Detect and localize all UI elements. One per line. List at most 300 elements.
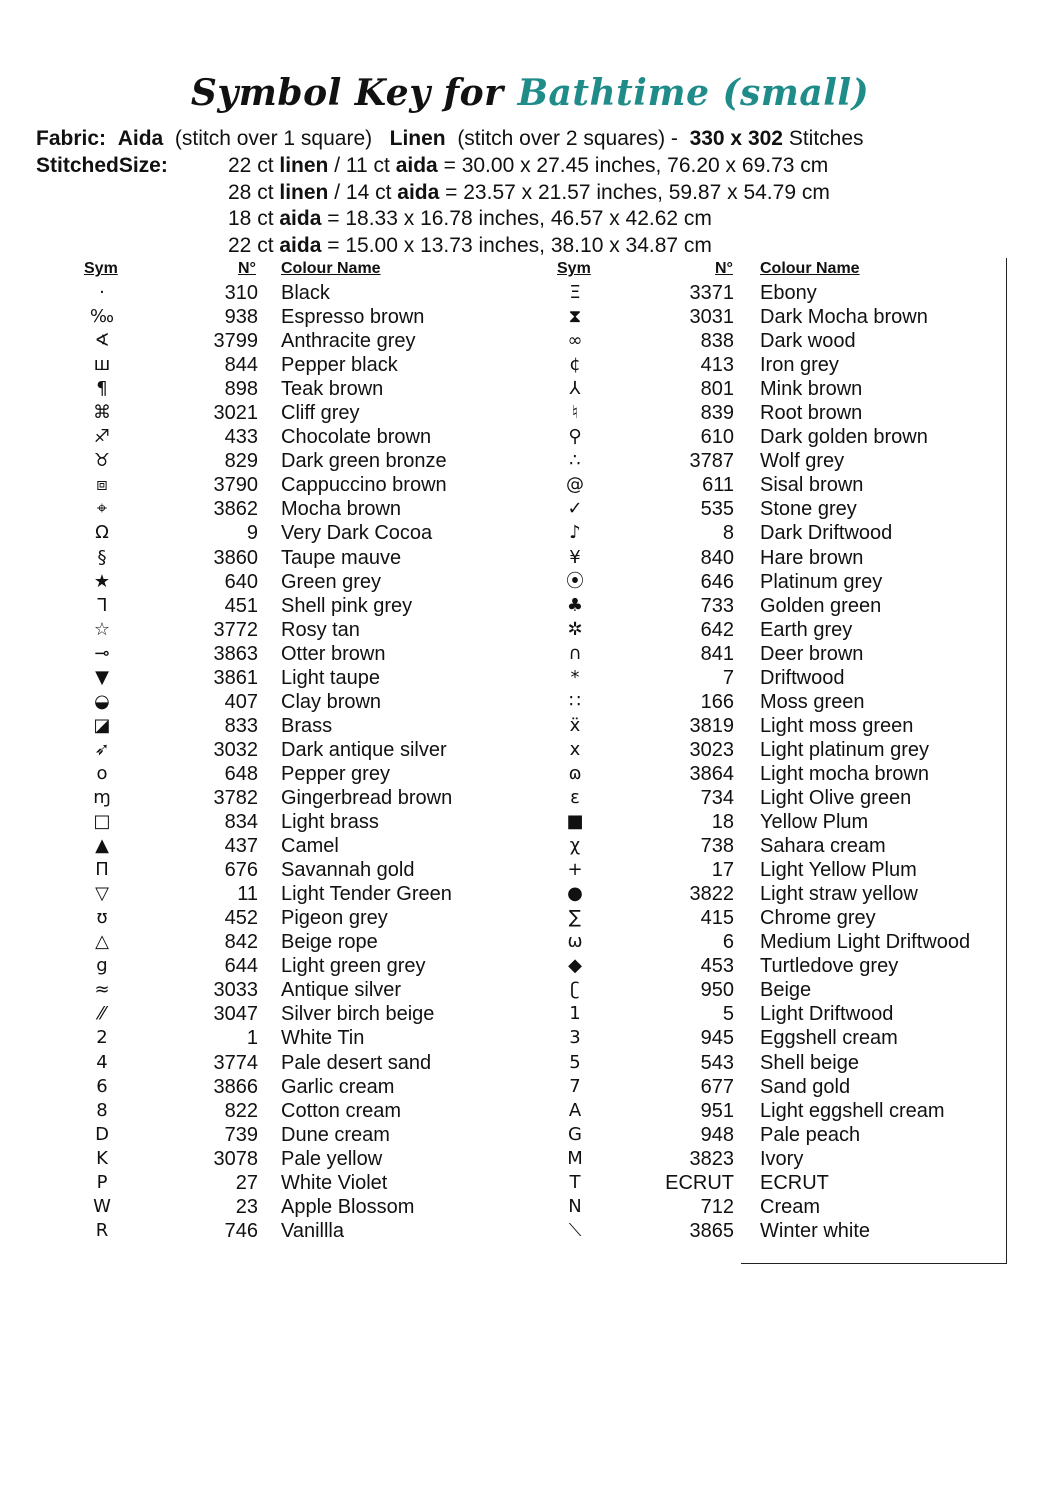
thread-number: 3078	[213, 1147, 258, 1170]
symbol-glyph: ¥	[569, 546, 581, 568]
symbol-glyph: ω	[567, 931, 583, 953]
colour-name: Ivory	[760, 1147, 804, 1170]
colour-row	[0, 642, 1000, 666]
thread-number: 407	[224, 690, 258, 713]
stitched-size-label: StitchedSize:	[36, 154, 168, 177]
thread-number: 3782	[213, 786, 258, 809]
symbol-glyph: 7	[569, 1075, 581, 1097]
thread-number: 3864	[689, 762, 734, 785]
thread-number: 822	[224, 1099, 258, 1122]
symbol-glyph: D	[95, 1123, 109, 1145]
thread-number: 840	[700, 546, 734, 569]
colour-name: Rosy tan	[281, 618, 360, 641]
stitched-size-line	[228, 233, 712, 259]
size-count: 22 ct	[228, 234, 274, 257]
size-fabric: linen	[279, 181, 329, 204]
colour-name: Light Olive green	[760, 786, 912, 809]
symbol-glyph: ⟍	[568, 1219, 582, 1241]
colour-name: Light moss green	[760, 714, 914, 737]
colour-name: Light green grey	[281, 955, 426, 978]
symbol-glyph: ⦿	[566, 570, 584, 592]
symbol-glyph: ◪	[93, 714, 111, 736]
right-border-line	[1006, 258, 1007, 1264]
stitched-size-line	[228, 180, 830, 206]
thread-number: 642	[700, 618, 734, 641]
thread-number: 950	[700, 979, 734, 1002]
size-result: = 15.00 x 13.73 inches, 38.10 x 34.87 cm	[327, 234, 712, 257]
thread-number: 3772	[213, 618, 258, 641]
colour-name: Very Dark Cocoa	[281, 522, 433, 545]
colour-name: Yellow Plum	[760, 811, 869, 834]
thread-number: 310	[224, 282, 258, 304]
symbol-glyph: χ	[569, 835, 581, 857]
thread-number: 801	[700, 378, 734, 401]
fabric-aida: Aida	[117, 127, 164, 150]
size-count: 28 ct	[228, 181, 274, 204]
colour-row	[0, 690, 1000, 714]
thread-number: 938	[224, 306, 258, 329]
colour-name: Light brass	[281, 811, 379, 834]
thread-number: 451	[224, 594, 258, 617]
colour-name: Light Yellow Plum	[760, 859, 917, 882]
colour-name: Pale desert sand	[281, 1051, 432, 1074]
colour-name: Teak brown	[281, 378, 384, 401]
symbol-glyph: ⊸	[94, 642, 110, 664]
colour-row	[0, 930, 1000, 954]
symbol-glyph: 6	[96, 1075, 108, 1097]
stitch-dimensions: 330 x 302	[689, 127, 783, 150]
thread-number: 437	[224, 835, 258, 858]
colour-name: Stone grey	[760, 498, 857, 521]
colour-row	[0, 618, 1000, 642]
colour-name: Silver birch beige	[281, 1003, 435, 1026]
colour-row	[0, 425, 1000, 449]
colour-name: Dark green bronze	[281, 450, 447, 473]
thread-number: 646	[700, 570, 734, 593]
colour-name: Dark Driftwood	[760, 522, 893, 545]
size-count-alt: / 14 ct	[334, 181, 392, 204]
colour-name: Black	[281, 282, 330, 304]
symbol-glyph: ⧈	[96, 474, 108, 496]
thread-number: 27	[235, 1171, 258, 1194]
symbol-glyph: ⁄⁄	[98, 1003, 105, 1025]
symbol-glyph: ●	[567, 883, 583, 905]
title-pattern-name: Bathtime (small)	[517, 72, 870, 114]
thread-number: 842	[224, 931, 258, 954]
symbol-glyph: o	[96, 762, 108, 784]
thread-number: 3823	[689, 1147, 734, 1170]
thread-number: 3865	[689, 1219, 734, 1242]
symbol-glyph: ♮	[571, 402, 579, 424]
thread-number: 712	[700, 1195, 734, 1218]
colour-name: Driftwood	[760, 666, 845, 689]
symbol-glyph: △	[95, 931, 109, 953]
thread-number: 453	[700, 955, 734, 978]
symbol-glyph: ⌖	[96, 498, 108, 520]
thread-number: 3822	[689, 883, 734, 906]
colour-row	[0, 329, 1000, 353]
thread-number: 6	[722, 931, 734, 954]
thread-number: 829	[224, 450, 258, 473]
thread-number: 3032	[213, 738, 258, 761]
symbol-glyph: ▽	[95, 883, 109, 905]
symbol-glyph: ⌘	[93, 402, 111, 424]
symbol-glyph: ▼	[95, 666, 109, 688]
colour-name: Light eggshell cream	[760, 1099, 945, 1122]
thread-number: 23	[235, 1195, 258, 1218]
colour-name: Ebony	[760, 282, 817, 304]
symbol-glyph: R	[95, 1219, 109, 1241]
colour-name: ECRUT	[760, 1171, 829, 1194]
fabric-aida-note: (stitch over 1 square)	[174, 127, 373, 150]
symbol-glyph: 8	[96, 1099, 108, 1121]
symbol-glyph: ‰	[89, 306, 115, 328]
colour-row	[0, 834, 1000, 858]
symbol-glyph: A	[568, 1099, 582, 1121]
colour-name: Beige	[760, 979, 812, 1002]
size-result: = 23.57 x 21.57 inches, 59.87 x 54.79 cm	[445, 181, 830, 204]
size-fabric-alt: aida	[397, 181, 440, 204]
colour-row	[0, 353, 1000, 377]
symbol-glyph: P	[96, 1171, 108, 1193]
colour-name: Camel	[281, 835, 339, 858]
colour-row	[0, 497, 1000, 521]
colour-name: Shell beige	[760, 1051, 859, 1074]
thread-number: 7	[722, 666, 734, 689]
thread-number: 948	[700, 1123, 734, 1146]
colour-name: Deer brown	[760, 642, 864, 665]
header-name-left: Colour Name	[281, 260, 381, 277]
size-count-alt: / 11 ct	[334, 154, 390, 177]
symbol-glyph: ɛ	[570, 786, 580, 808]
stitched-size-label-line	[36, 153, 168, 179]
symbol-glyph: ¶	[96, 378, 108, 400]
thread-number: 610	[700, 426, 734, 449]
colour-name: Medium Light Driftwood	[760, 931, 971, 954]
colour-name: Beige rope	[281, 931, 378, 954]
size-fabric: linen	[279, 154, 329, 177]
colour-row	[0, 906, 1000, 930]
thread-number: 3819	[689, 714, 734, 737]
colour-name: Sand gold	[760, 1075, 851, 1098]
symbol-glyph: ♉	[93, 450, 111, 472]
colour-name: Apple Blossom	[281, 1195, 415, 1218]
colour-row	[0, 1075, 1000, 1099]
size-fabric: aida	[279, 207, 322, 230]
symbol-glyph: ¢	[569, 354, 581, 376]
colour-name: Clay brown	[281, 690, 382, 713]
thread-number: 746	[224, 1219, 258, 1242]
colour-name: Eggshell cream	[760, 1027, 898, 1050]
thread-number: 9	[246, 522, 258, 545]
colour-row	[0, 1099, 1000, 1123]
thread-number: 3861	[213, 666, 258, 689]
fabric-line	[36, 126, 864, 152]
symbol-glyph: ♪	[569, 522, 581, 544]
stitches-word: Stitches	[788, 127, 864, 150]
colour-row	[0, 281, 1000, 305]
thread-number: 3047	[213, 1003, 258, 1026]
colour-row	[0, 858, 1000, 882]
colour-name: Anthracite grey	[281, 330, 416, 353]
thread-number: 844	[224, 354, 258, 377]
symbol-glyph: ☆	[93, 618, 111, 640]
colour-name: Pale peach	[760, 1123, 861, 1146]
symbol-glyph: ∞	[567, 330, 583, 352]
thread-number: 640	[224, 570, 258, 593]
thread-number: 733	[700, 594, 734, 617]
header-name-right: Colour Name	[760, 260, 860, 277]
colour-name: Hare brown	[760, 546, 864, 569]
symbol-glyph: ➶	[94, 738, 110, 760]
colour-name: Light straw yellow	[760, 883, 918, 906]
symbol-glyph: K	[96, 1147, 108, 1169]
page-title	[0, 72, 1060, 114]
colour-name: Cliff grey	[281, 402, 360, 425]
thread-number: 3033	[213, 979, 258, 1002]
colour-name: Espresso brown	[281, 306, 425, 329]
symbol-glyph: ★	[93, 570, 111, 592]
colour-row	[0, 1147, 1000, 1171]
symbol-glyph: @	[566, 474, 584, 496]
colour-row	[0, 305, 1000, 329]
symbol-glyph: x	[569, 738, 581, 760]
thread-number: 3866	[213, 1075, 258, 1098]
symbol-glyph: ▲	[95, 835, 109, 857]
thread-number: 8	[722, 522, 734, 545]
symbol-glyph: *	[570, 666, 580, 688]
symbol-glyph: ∩	[568, 642, 582, 664]
symbol-glyph: ʗ	[570, 979, 580, 1001]
symbol-glyph: ∑	[568, 907, 582, 929]
symbol-glyph: ⅄	[569, 378, 581, 400]
symbol-glyph: ◆	[568, 955, 582, 977]
thread-number: 841	[700, 642, 734, 665]
colour-name: Light taupe	[281, 666, 380, 689]
thread-number: 413	[700, 354, 734, 377]
thread-number: 452	[224, 907, 258, 930]
colour-name: Cappuccino brown	[281, 474, 447, 497]
symbol-glyph: ẍ	[569, 714, 581, 736]
colour-row	[0, 954, 1000, 978]
colour-name: White Violet	[281, 1171, 388, 1194]
colour-name: Pigeon grey	[281, 907, 388, 930]
symbol-glyph: ·	[99, 282, 105, 303]
colour-row	[0, 666, 1000, 690]
thread-number: 17	[711, 859, 734, 882]
symbol-glyph: ✲	[567, 618, 583, 640]
symbol-glyph: ᒣ	[96, 594, 108, 616]
thread-number: 838	[700, 330, 734, 353]
thread-number: 3863	[213, 642, 258, 665]
colour-row	[0, 1123, 1000, 1147]
colour-name: Sahara cream	[760, 835, 886, 858]
colour-name: Taupe mauve	[281, 546, 402, 569]
colour-name: Dark wood	[760, 330, 856, 353]
colour-row	[0, 521, 1000, 545]
symbol-glyph: ♐	[93, 426, 111, 448]
stitched-size-line	[228, 153, 828, 179]
symbol-glyph: 4	[96, 1051, 108, 1073]
colour-name: Cotton cream	[281, 1099, 402, 1122]
size-fabric: aida	[279, 234, 322, 257]
colour-row	[0, 570, 1000, 594]
colour-name: Mink brown	[760, 378, 863, 401]
thread-number: 833	[224, 714, 258, 737]
colour-name: Green grey	[281, 570, 382, 593]
colour-name: Cream	[760, 1195, 821, 1218]
thread-number: 945	[700, 1027, 734, 1050]
colour-name: Garlic cream	[281, 1075, 395, 1098]
symbol-glyph: Ω	[95, 522, 109, 544]
colour-name: Golden green	[760, 594, 882, 617]
thread-number: 3790	[213, 474, 258, 497]
colour-row	[0, 546, 1000, 570]
thread-number: 739	[224, 1123, 258, 1146]
thread-number: 3023	[689, 738, 734, 761]
symbol-glyph: Π	[95, 859, 109, 881]
colour-name: Winter white	[760, 1219, 871, 1242]
colour-name: Brass	[281, 714, 333, 737]
thread-number: 535	[700, 498, 734, 521]
colour-name: White Tin	[281, 1027, 365, 1050]
colour-name: Earth grey	[760, 618, 853, 641]
colour-name: Pepper black	[281, 354, 398, 377]
symbol-glyph: 2	[96, 1027, 108, 1049]
symbol-glyph: T	[569, 1171, 581, 1193]
symbol-glyph: ≈	[94, 979, 110, 1001]
colour-name: Light Driftwood	[760, 1003, 894, 1026]
thread-number: 3774	[213, 1051, 258, 1074]
colour-row	[0, 882, 1000, 906]
thread-number: 834	[224, 811, 258, 834]
symbol-glyph: ◒	[94, 690, 110, 712]
symbol-glyph: G	[568, 1123, 582, 1145]
colour-row	[0, 473, 1000, 497]
symbol-glyph: 5	[569, 1051, 581, 1073]
colour-name: Antique silver	[281, 979, 402, 1002]
symbol-glyph: □	[93, 811, 111, 833]
colour-name: Vanillla	[281, 1219, 344, 1242]
thread-number: 3371	[689, 282, 734, 304]
thread-number: 644	[224, 955, 258, 978]
colour-row	[0, 714, 1000, 738]
symbol-glyph: ∴	[569, 450, 581, 472]
colour-name: Gingerbread brown	[281, 786, 453, 809]
header-sym-right: Sym	[557, 260, 591, 277]
colour-name: Dune cream	[281, 1123, 390, 1146]
colour-name: Shell pink grey	[281, 594, 413, 617]
thread-number: 3799	[213, 330, 258, 353]
colour-name: Light mocha brown	[760, 762, 929, 785]
bottom-border-line	[741, 1263, 1007, 1264]
colour-name: Dark golden brown	[760, 426, 928, 449]
colour-name: Dark Mocha brown	[760, 306, 928, 329]
symbol-glyph: ʊ	[96, 907, 108, 929]
symbol-glyph: ɱ	[93, 786, 111, 808]
thread-number: 3787	[689, 450, 734, 473]
colour-name: Light platinum grey	[760, 738, 929, 761]
thread-number: 5	[722, 1003, 734, 1026]
symbol-glyph: ɷ	[568, 762, 582, 784]
colour-row	[0, 594, 1000, 618]
colour-name: Chrome grey	[760, 907, 876, 930]
thread-number: 676	[224, 859, 258, 882]
colour-row	[0, 978, 1000, 1002]
symbol-glyph: +	[567, 859, 583, 881]
symbol-glyph: g	[96, 955, 108, 977]
thread-number: 898	[224, 378, 258, 401]
header-sym-left: Sym	[84, 260, 118, 277]
symbol-glyph: ш	[93, 354, 111, 376]
size-count: 22 ct	[228, 154, 274, 177]
colour-row	[0, 810, 1000, 834]
symbol-glyph: ∷	[569, 690, 581, 712]
colour-row	[0, 1002, 1000, 1026]
colour-name: Wolf grey	[760, 450, 845, 473]
fabric-linen: Linen	[389, 127, 446, 150]
thread-number: 166	[700, 690, 734, 713]
colour-name: Platinum grey	[760, 570, 883, 593]
right-colour-list	[0, 281, 1000, 1243]
title-prefix: Symbol Key for	[190, 72, 504, 114]
colour-name: Chocolate brown	[281, 426, 432, 449]
thread-number: 433	[224, 426, 258, 449]
colour-row	[0, 449, 1000, 473]
size-fabric-alt: aida	[395, 154, 438, 177]
thread-number: 3862	[213, 498, 258, 521]
colour-name: Moss green	[760, 690, 865, 713]
colour-name: Pale yellow	[281, 1147, 383, 1170]
thread-number: 611	[702, 474, 734, 497]
size-result: = 18.33 x 16.78 inches, 46.57 x 42.62 cm	[327, 207, 712, 230]
thread-number: 3860	[213, 546, 258, 569]
colour-row	[0, 1195, 1000, 1219]
thread-number: 734	[700, 786, 734, 809]
thread-number: 11	[237, 883, 258, 906]
thread-number: 839	[700, 402, 734, 425]
colour-name: Light Tender Green	[281, 883, 452, 906]
size-result: = 30.00 x 27.45 inches, 76.20 x 69.73 cm	[443, 154, 829, 177]
colour-name: Iron grey	[760, 354, 839, 377]
colour-row	[0, 1051, 1000, 1075]
thread-number: 3031	[689, 306, 734, 329]
symbol-glyph: ⚲	[568, 426, 582, 448]
colour-row	[0, 786, 1000, 810]
colour-row	[0, 738, 1000, 762]
thread-number: ECRUT	[665, 1171, 734, 1194]
thread-number: 738	[700, 835, 734, 858]
thread-number: 648	[224, 762, 258, 785]
thread-number: 18	[711, 811, 734, 834]
colour-name: Mocha brown	[281, 498, 402, 521]
colour-name: Turtledove grey	[760, 955, 899, 978]
colour-name: Otter brown	[281, 642, 386, 665]
symbol-glyph: 1	[569, 1003, 581, 1025]
thread-number: 543	[700, 1051, 734, 1074]
header-num-left: N°	[238, 260, 256, 277]
thread-number: 677	[700, 1075, 734, 1098]
colour-name: Root brown	[760, 402, 863, 425]
colour-name: Pepper grey	[281, 762, 390, 785]
thread-number: 951	[700, 1099, 734, 1122]
symbol-glyph: N	[568, 1195, 582, 1217]
symbol-glyph: 3	[569, 1027, 581, 1049]
symbol-glyph: ⧗	[568, 306, 582, 328]
symbol-glyph: Ξ	[569, 282, 581, 303]
symbol-glyph: §	[97, 546, 107, 568]
size-count: 18 ct	[228, 207, 274, 230]
